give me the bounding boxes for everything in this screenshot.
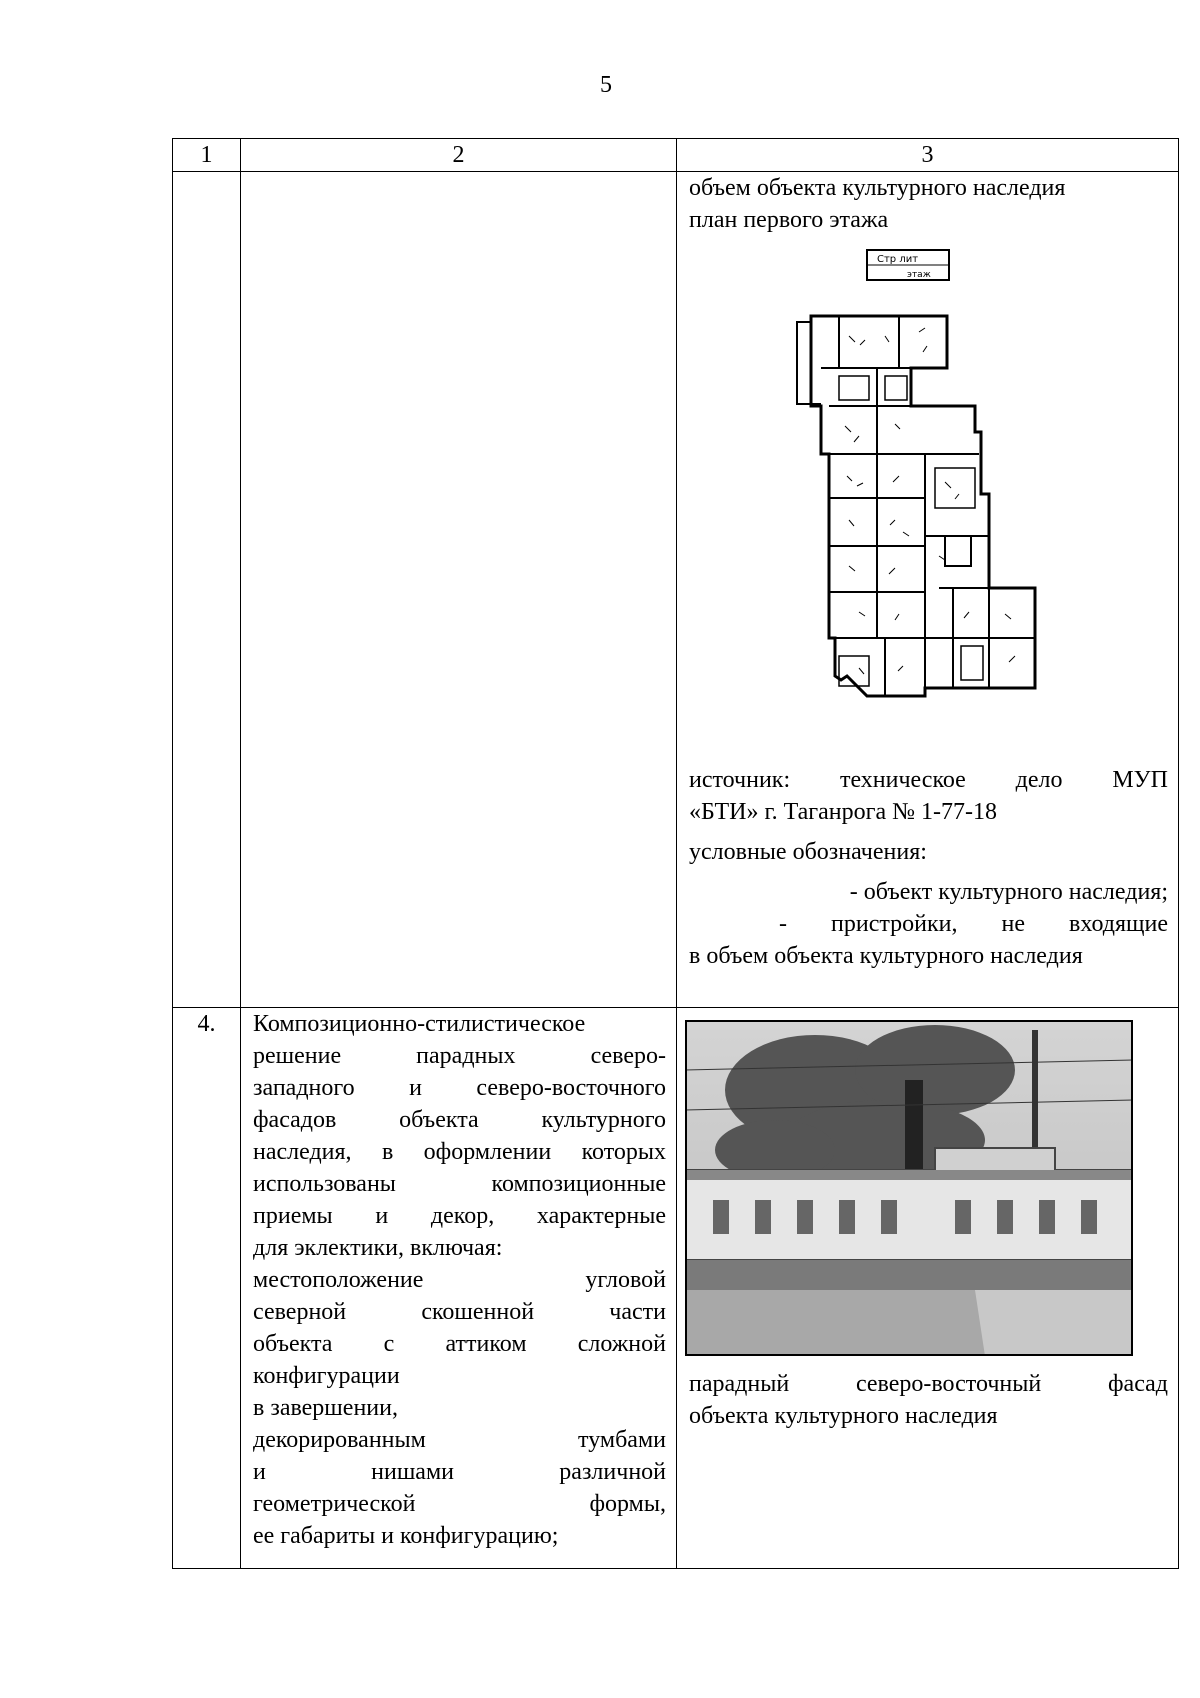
text-line: решение парадных северо-: [253, 1043, 666, 1069]
row2-description: [241, 1008, 677, 1569]
header-col-3: 3: [677, 139, 1179, 172]
plan-stamp-line1: Стр лит: [877, 254, 919, 265]
photo-caption: парадный северо-восточный фасад: [689, 1371, 1168, 1397]
legend-item: - пристройки, не входящие: [779, 911, 1168, 937]
plan-stamp: [867, 250, 949, 280]
text-line: план первого этажа: [689, 207, 889, 233]
text-line: геометрической формы,: [253, 1491, 666, 1517]
table-row: [173, 172, 1179, 1008]
text-line: западного и северо-восточного: [253, 1075, 666, 1101]
row-number: 4.: [173, 1008, 241, 1569]
text-line: фасадов объекта культурного: [253, 1107, 666, 1133]
legend-item: - объект культурного наследия;: [849, 879, 1168, 905]
plan-stamp-line2: этаж: [907, 270, 931, 280]
text-line: использованы композиционные: [253, 1171, 666, 1197]
source-line: источник: техническое дело МУП: [689, 767, 1168, 793]
floor-plan-drawing: [689, 236, 1169, 764]
header-col-1: 1: [173, 139, 241, 172]
text-line: северной скошенной части: [253, 1299, 666, 1325]
text-line: и нишами различной: [253, 1459, 666, 1485]
floor-plan: [689, 236, 1168, 764]
row1-col2: [241, 172, 677, 1008]
page-number: 5: [600, 72, 612, 98]
text-line: объем объекта культурного наследия: [689, 175, 1066, 201]
text-line: наследия, в оформлении которых: [253, 1139, 666, 1165]
header-row: [173, 139, 1179, 172]
content-table: [172, 138, 1179, 1569]
source-line: «БТИ» г. Таганрога № 1-77-18: [689, 799, 998, 825]
plan-walls: [797, 316, 1035, 696]
facade-photo: [685, 1020, 1133, 1356]
text-line: в завершении,: [253, 1395, 398, 1421]
row1-col3: [677, 172, 1179, 1008]
photo-caption: объекта культурного наследия: [689, 1403, 998, 1429]
text-line: конфигурации: [253, 1363, 400, 1389]
row1-col1: [173, 172, 241, 1008]
text-line: декорированным тумбами: [253, 1427, 666, 1453]
text-line: приемы и декор, характерные: [253, 1203, 666, 1229]
text-line: объекта с аттиком сложной: [253, 1331, 666, 1357]
header-col-2: 2: [241, 139, 677, 172]
text-line: местоположение угловой: [253, 1267, 666, 1293]
legend-item: в объем объекта культурного наследия: [689, 943, 1083, 969]
legend-title: условные обозначения:: [689, 839, 927, 865]
text-line: ее габариты и конфигурацию;: [253, 1523, 559, 1549]
text-line: Композиционно-стилистическое: [253, 1011, 586, 1037]
row2-photo-cell: [677, 1008, 1179, 1569]
table-row: [173, 1008, 1179, 1569]
text-line: для эклектики, включая:: [253, 1235, 503, 1261]
